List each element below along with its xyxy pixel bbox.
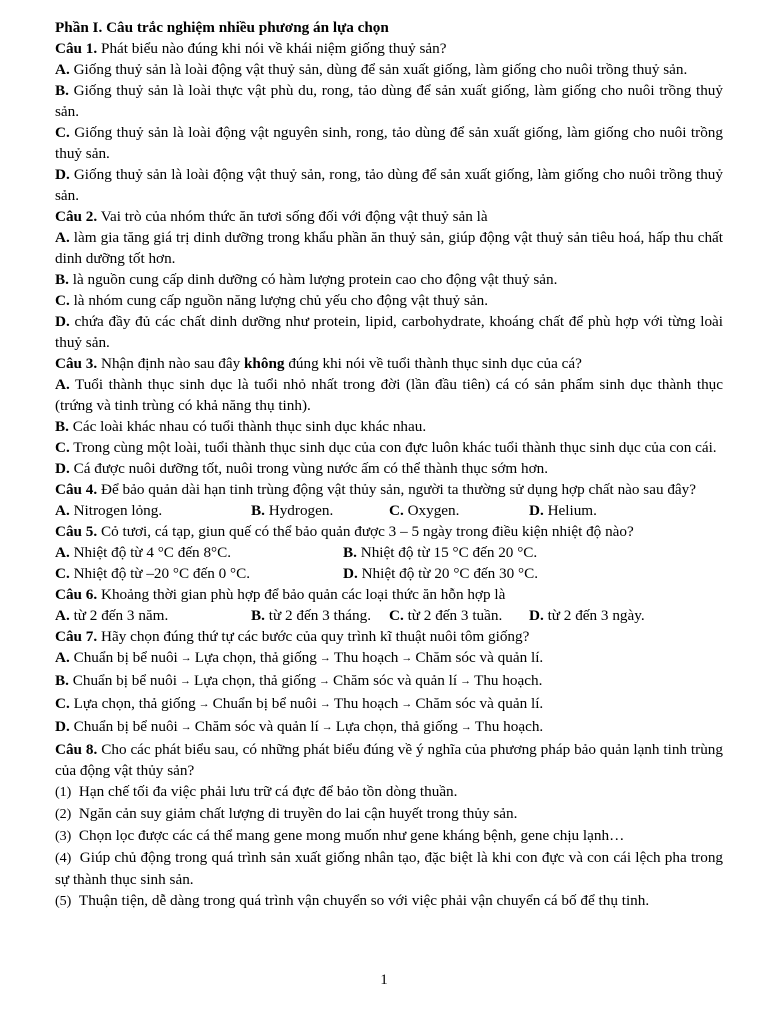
q5-b-label: B. [343, 544, 357, 561]
q3-stem-a: Nhận định nào sau đây [97, 355, 244, 372]
q8-s4-text: Giúp chủ động trong quá trình sản xuất giống nhân tạo, đặc biệt là khi con đực và con cái lệch pha trong sự thành thục sinh sản. [55, 849, 724, 888]
arrow-right-icon: → [180, 721, 192, 733]
q2-b-text: là nguồn cung cấp dinh dưỡng có hàm lượng protein cao cho động vật thuỷ sản. [68, 271, 558, 288]
q5-label: Câu 5. [55, 523, 98, 540]
q8-s4-number: (4) [55, 851, 72, 866]
q1-option-a [55, 59, 723, 80]
q1-a-text: Giống thuỷ sản là loài động vật thuỷ sản, dùng để sản xuất giống, làm giống cho nuôi trồng thuỷ sản. [69, 61, 688, 78]
q8-statement-3 [55, 825, 723, 847]
q2-a-text: làm gia tăng giá trị dinh dưỡng trong khẩu phần ăn thuỷ sản, giúp động vật thuỷ sản tiêu hoá, hấp thu chất dinh dưỡng tốt hơn. [55, 229, 723, 267]
arrow-right-icon: → [321, 721, 333, 733]
q7-stem: Hãy chọn đúng thứ tự các bước của quy trình kĩ thuật nuôi tôm giống? [97, 628, 530, 645]
question-5 [55, 521, 723, 584]
q8-s5-number: (5) [55, 894, 72, 909]
q3-label: Câu 3. [55, 355, 98, 372]
arrow-right-icon: → [198, 698, 210, 710]
q7-d-step-2: Chăm sóc và quản lí [194, 718, 319, 735]
q3-a-text: Tuổi thành thục sinh dục là tuổi nhỏ nhất trong đời (lần đầu tiên) cá có sản phẩm sinh dục thành thục (trứng và tinh trùng có khả năng thụ tinh). [55, 376, 723, 414]
q1-option-d [55, 164, 723, 206]
q8-s1-number: (1) [55, 785, 72, 800]
question-2 [55, 206, 723, 353]
q4-option-d [529, 500, 597, 521]
arrow-right-icon: → [319, 698, 331, 710]
arrow-right-icon: → [319, 652, 331, 664]
q7-c-step-4: Chăm sóc và quản lí. [415, 695, 544, 712]
q7-option-d [55, 716, 723, 739]
q5-option-c [55, 563, 343, 584]
q6-option-b [251, 605, 389, 626]
q4-c-label: C. [389, 502, 404, 519]
q5-c-label: C. [55, 565, 70, 582]
q7-d-step-4: Thu hoạch. [474, 718, 544, 735]
q7-c-step-2: Chuẩn bị bể nuôi [212, 695, 317, 712]
q6-a-label: A. [55, 607, 70, 624]
q1-option-c [55, 122, 723, 164]
q7-c-step-1: Lựa chọn, thả giống [69, 695, 196, 712]
arrow-right-icon: → [319, 675, 331, 687]
q7-d-step-3: Lựa chọn, thả giống [335, 718, 458, 735]
q7-b-label: B. [55, 672, 69, 689]
q5-d-label: D. [343, 565, 358, 582]
arrow-right-icon: → [460, 721, 472, 733]
q8-s5-text: Thuận tiện, dễ dàng trong quá trình vận chuyển so với việc phải vận chuyển cá bố để thụ tinh. [78, 892, 650, 909]
q6-c-label: C. [389, 607, 404, 624]
q1-option-b [55, 80, 723, 122]
arrow-right-icon: → [179, 675, 191, 687]
q5-option-b [343, 542, 537, 563]
q7-d-step-1: Chuẩn bị bể nuôi [69, 718, 178, 735]
q5-options-row2 [55, 563, 723, 584]
arrow-right-icon: → [401, 652, 413, 664]
q6-d-text: từ 2 đến 3 ngày. [543, 607, 645, 624]
q2-option-c [55, 290, 723, 311]
q7-option-a [55, 647, 723, 670]
q2-option-b [55, 269, 723, 290]
q5-a-text: Nhiệt độ từ 4 °C đến 8°C. [69, 544, 232, 561]
q5-option-d [343, 563, 538, 584]
q8-s3-number: (3) [55, 829, 72, 844]
q8-s2-text: Ngăn cản suy giảm chất lượng di truyền do lai cận huyết trong thủy sản. [78, 805, 518, 822]
q8-statement-4 [55, 847, 723, 890]
q1-b-text: Giống thuỷ sản là loài thực vật phù du, rong, tảo dùng để sản xuất giống, làm giống cho nuôi trồng thuỷ sản. [55, 82, 723, 120]
q8-s3-text: Chọn lọc được các cá thể mang gene mong muốn như gene kháng bệnh, gene chịu lạnh… [78, 827, 625, 844]
q3-b-text: Các loài khác nhau có tuổi thành thục sinh dục khác nhau. [68, 418, 427, 435]
q3-c-text: Trong cùng một loài, tuổi thành thục sinh dục của con đực luôn khác tuổi thành thục sinh dục của con cái. [69, 439, 717, 456]
arrow-right-icon: → [180, 652, 192, 664]
q7-c-label: C. [55, 695, 70, 712]
q8-statement-2 [55, 803, 723, 825]
q7-a-step-4: Chăm sóc và quản lí. [415, 649, 544, 666]
q6-d-label: D. [529, 607, 544, 624]
q2-d-text: chứa đầy đủ các chất dinh dưỡng như protein, lipid, carbohydrate, khoáng chất để phù hợp với từng loài thuỷ sản. [55, 313, 723, 351]
q7-a-label: A. [55, 649, 70, 666]
question-1 [55, 38, 723, 206]
q2-c-label: C. [55, 292, 70, 309]
q2-d-label: D. [55, 313, 70, 330]
q4-d-label: D. [529, 502, 544, 519]
q6-option-d [529, 605, 645, 626]
q1-a-label: A. [55, 61, 70, 78]
q4-b-label: B. [251, 502, 265, 519]
q6-options [55, 605, 723, 626]
q7-a-step-3: Thu hoạch [333, 649, 399, 666]
q5-stem: Cỏ tươi, cá tạp, giun quế có thể bảo quản được 3 – 5 ngày trong điều kiện nhiệt độ nào? [97, 523, 634, 540]
q6-b-label: B. [251, 607, 265, 624]
q2-stem: Vai trò của nhóm thức ăn tươi sống đối với động vật thuỷ sản là [97, 208, 488, 225]
q4-stem: Để bảo quản dài hạn tinh trùng động vật thủy sản, người ta thường sử dụng hợp chất nào sau đây? [97, 481, 697, 498]
q8-statement-5 [55, 890, 723, 912]
question-3 [55, 353, 723, 479]
q5-d-text: Nhiệt độ từ 20 °C đến 30 °C. [357, 565, 539, 582]
q2-label: Câu 2. [55, 208, 98, 225]
q6-label: Câu 6. [55, 586, 98, 603]
q4-option-c [389, 500, 529, 521]
q4-label: Câu 4. [55, 481, 98, 498]
question-6 [55, 584, 723, 626]
q4-d-text: Helium. [543, 502, 597, 519]
q1-stem: Phát biểu nào đúng khi nói về khái niệm giống thuỷ sản? [97, 40, 447, 57]
q2-a-label: A. [55, 229, 70, 246]
q8-s2-number: (2) [55, 807, 72, 822]
q7-option-c [55, 693, 723, 716]
q8-stem: Cho các phát biểu sau, có những phát biểu đúng về ý nghĩa của phương pháp bảo quản lạnh tinh trùng của động vật thủy sản? [55, 741, 723, 779]
q7-c-step-3: Thu hoạch [333, 695, 399, 712]
q3-option-a [55, 374, 723, 416]
q8-statement-1 [55, 781, 723, 803]
q5-a-label: A. [55, 544, 70, 561]
q3-a-label: A. [55, 376, 70, 393]
q7-b-step-1: Chuẩn bị bể nuôi [68, 672, 177, 689]
q3-c-label: C. [55, 439, 70, 456]
q6-option-c [389, 605, 529, 626]
q1-d-label: D. [55, 166, 70, 183]
q1-b-label: B. [55, 82, 69, 99]
q7-d-label: D. [55, 718, 70, 735]
q3-d-text: Cá được nuôi dưỡng tốt, nuôi trong vùng nước ấm có thể thành thục sớm hơn. [69, 460, 548, 477]
q8-label: Câu 8. [55, 741, 98, 758]
q5-c-text: Nhiệt độ từ –20 °C đến 0 °C. [69, 565, 251, 582]
q4-option-b [251, 500, 389, 521]
q4-options [55, 500, 723, 521]
q5-b-text: Nhiệt độ từ 15 °C đến 20 °C. [356, 544, 538, 561]
q6-c-text: từ 2 đến 3 tuần. [403, 607, 503, 624]
q1-c-label: C. [55, 124, 70, 141]
q3-option-d [55, 458, 723, 479]
q7-a-step-2: Lựa chọn, thả giống [194, 649, 317, 666]
q7-option-b [55, 670, 723, 693]
q2-b-label: B. [55, 271, 69, 288]
page-number: 1 [380, 972, 388, 988]
q6-option-a [55, 605, 251, 626]
q8-s1-text: Hạn chế tối đa việc phải lưu trữ cá đực để bảo tồn dòng thuần. [78, 783, 458, 800]
q5-option-a [55, 542, 343, 563]
q4-c-text: Oxygen. [403, 502, 460, 519]
document-page [55, 17, 723, 912]
q1-d-text: Giống thuỷ sản là loài động vật thuỷ sản, rong, tảo dùng để sản xuất giống, làm giống cho nuôi trồng thuỷ sản. [55, 166, 723, 204]
q2-option-d [55, 311, 723, 353]
section-title: Phần I. Câu trắc nghiệm nhiều phương án lựa chọn [55, 19, 389, 36]
q4-a-label: A. [55, 502, 70, 519]
q4-option-a [55, 500, 251, 521]
q6-stem: Khoảng thời gian phù hợp để bảo quản các loại thức ăn hỗn hợp là [97, 586, 506, 603]
q3-b-label: B. [55, 418, 69, 435]
q6-a-text: từ 2 đến 3 năm. [69, 607, 169, 624]
arrow-right-icon: → [460, 675, 472, 687]
q7-b-step-4: Thu hoạch. [474, 672, 543, 689]
q7-a-step-1: Chuẩn bị bể nuôi [69, 649, 178, 666]
q6-b-text: từ 2 đến 3 tháng. [264, 607, 372, 624]
question-8 [55, 739, 723, 912]
question-7 [55, 626, 723, 739]
q7-b-step-2: Lựa chọn, thả giống [193, 672, 317, 689]
q7-b-step-3: Chăm sóc và quản lí [333, 672, 458, 689]
q3-option-c [55, 437, 723, 458]
q4-b-text: Hydrogen. [264, 502, 334, 519]
question-4 [55, 479, 723, 521]
q3-option-b [55, 416, 723, 437]
q7-label: Câu 7. [55, 628, 98, 645]
q1-label: Câu 1. [55, 40, 98, 57]
q1-c-text: Giống thuỷ sản là loài động vật nguyên sinh, rong, tảo dùng để sản xuất giống, làm giống cho nuôi trồng thuỷ sản. [55, 124, 723, 162]
q2-c-text: là nhóm cung cấp nguồn năng lượng chủ yếu cho động vật thuỷ sản. [69, 292, 488, 309]
arrow-right-icon: → [401, 698, 413, 710]
q3-stem-bold: không [243, 355, 285, 372]
q5-options-row1 [55, 542, 723, 563]
q3-stem-b: đúng khi nói về tuổi thành thục sinh dục của cá? [284, 355, 582, 372]
q4-a-text: Nitrogen lỏng. [69, 502, 163, 519]
q3-d-label: D. [55, 460, 70, 477]
q2-option-a [55, 227, 723, 269]
